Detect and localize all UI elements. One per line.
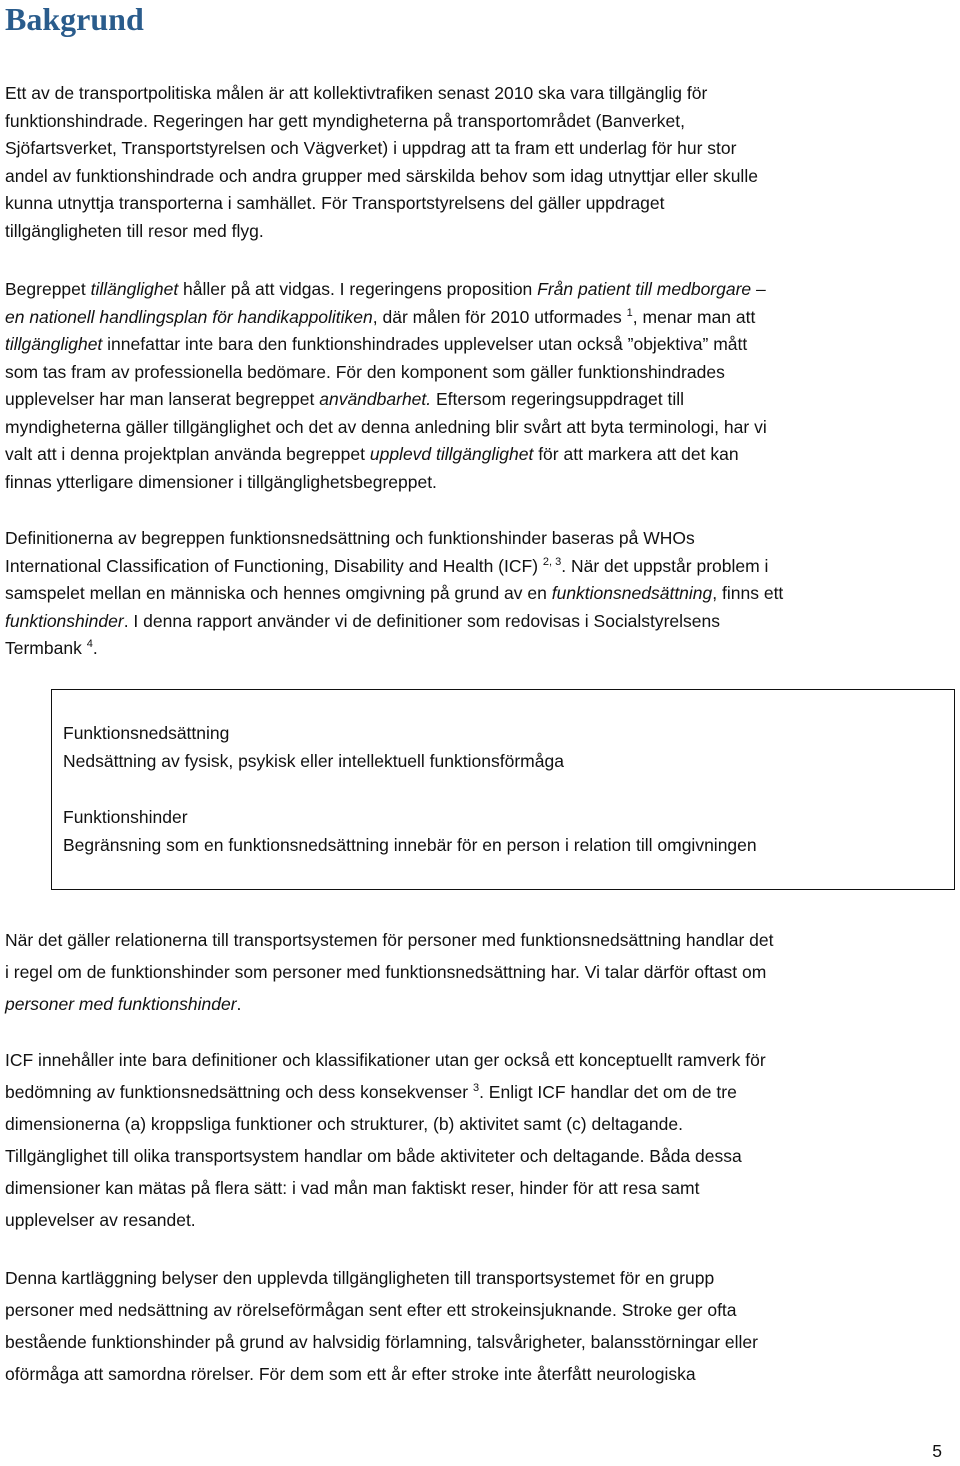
text-line: Ett av de transportpolitiska målen är att kollektivtrafiken senast 2010 ska vara tillgänglig för [5,83,708,103]
text-line: funktionshindrade. Regeringen har gett myndigheterna på transportområdet (Banverket, [5,110,685,131]
italic-term: tillgänglighet [5,334,103,354]
text-line: oförmåga att samordna rörelser. För dem som ett år efter stroke inte återfått neurologiska [5,1364,696,1384]
text-line: samspelet mellan en människa och hennes omgivning på grund av en funktionsnedsättning, finns ett [5,583,784,603]
italic-title: Från patient till medborgare – [537,279,766,299]
text-line: Definitionerna av begreppen funktionsnedsättning och funktionshinder baseras på WHOs [5,528,695,548]
italic-term: personer med funktionshinder [5,994,237,1014]
text-line: i regel om de funktionshinder som personer med funktionsnedsättning har. Vi talar därför oftast om [5,962,767,982]
paragraph-accessibility-concept [5,276,941,496]
paragraph-icf-framework [5,1044,941,1236]
paragraph-intro [5,80,941,245]
text-line: När det gäller relationerna till transportsystemen för personer med funktionsnedsättning handlar det [5,930,774,950]
text-line: Tillgänglighet till olika transportsystem handlar om både aktiviteter och deltagande. Båda dessa [5,1146,742,1166]
text-line: andel av funktionshindrade och andra grupper med särskilda behov som idag utnyttjar eller skulle [5,165,758,186]
paragraph-transport-relations [5,924,941,1020]
italic-term: tillänglighet [90,279,179,299]
italic-term: upplevd tillgänglighet [369,444,534,464]
text-line: kunna utnyttja transporterna i samhället. För Transportstyrelsens del gäller uppdraget [5,193,665,213]
text-line: Sjöfartsverket, Transportstyrelsen och Vägverket) i uppdrag att ta fram ett underlag för hur stor [5,138,737,158]
text-line: upplevelser av resandet. [5,1210,196,1230]
text-line: tillgängligheten till resor med flyg. [5,220,264,241]
text-line: en nationell handlingsplan för handikappolitiken, där målen för 2010 utformades $^1$, menar man att [5,306,756,327]
text-line: valt att i denna projektplan använda begreppet upplevd tillgänglighet för att markera att det kan [5,444,739,464]
italic-term: användbarhet. [319,389,432,409]
definition-term: Funktionsnedsättning [63,723,230,743]
definition-description: Begränsning som en funktionsnedsättning innebär för en person i relation till omgivningen [63,835,757,855]
text-line: bestående funktionshinder på grund av halvsidig förlamning, talsvårigheter, balansstörningar eller [5,1332,758,1352]
page-heading: Bakgrund [5,1,144,37]
text-line: personer med nedsättning av rörelseförmågan sent efter ett strokeinsjuknande. Stroke ger ofta [5,1300,737,1320]
paragraph-stroke-survey [5,1262,941,1390]
paragraph-definitions-intro [5,525,941,663]
text-line: Begreppet tillänglighet håller på att vidgas. I regeringens proposition Från patient till medborgare – [5,279,766,299]
page-number: 5 [932,1441,942,1461]
text-line: funktionshinder. I denna rapport använder vi de definitioner som redovisas i Socialstyrelsens [5,610,720,631]
definition-description: Nedsättning av fysisk, psykisk eller intellektuell funktionsförmåga [63,751,564,771]
text-line: bedömning av funktionsnedsättning och dess konsekvenser $^3$. Enligt ICF handlar det om de tre [5,1082,737,1102]
text-line: ICF innehåller inte bara definitioner och klassifikationer utan ger också ett konceptuellt ramverk för [5,1050,766,1070]
footnote-ref: 1 [626,306,633,319]
italic-title: en nationell handlingsplan för handikappolitiken [5,306,373,327]
text-line: dimensioner kan mätas på flera sätt: i vad mån man faktiskt reser, hinder för att resa samt [5,1178,700,1198]
text-line: Termbank $^4$. [5,638,98,658]
text-line: International Classification of Functioning, Disability and Health (ICF) $^{2, 3}$. När det uppstår problem i [5,555,769,576]
footnote-ref: 2, 3 [542,555,562,568]
definitions-box [51,689,955,890]
text-line: finnas ytterligare dimensioner i tillgänglighetsbegreppet. [5,471,437,492]
italic-term: funktionsnedsättning [551,583,713,603]
text-line: upplevelser har man lanserat begreppet användbarhet. Eftersom regeringsuppdraget till [5,389,685,409]
footnote-ref: 3 [472,1082,480,1094]
text-line: tillgänglighet innefattar inte bara den funktionshindrades upplevelser utan också ”objektiva” mått [5,334,748,354]
text-line: dimensionerna (a) kroppsliga funktioner och strukturer, (b) aktivitet samt (c) deltagande. [5,1114,683,1134]
text-line: Denna kartläggning belyser den upplevda tillgängligheten till transportsystemet för en grupp [5,1268,715,1288]
definition-term: Funktionshinder [63,807,188,827]
text-line: personer med funktionshinder. [5,994,242,1014]
text-line: som tas fram av professionella bedömare. För den komponent som gäller funktionshindrades [5,361,725,382]
italic-term: funktionshinder [5,610,124,631]
text-line: myndigheterna gäller tillgänglighet och det av denna anledning blir svårt att byta terminologi, har vi [5,416,767,437]
footnote-ref: 4 [86,638,93,650]
